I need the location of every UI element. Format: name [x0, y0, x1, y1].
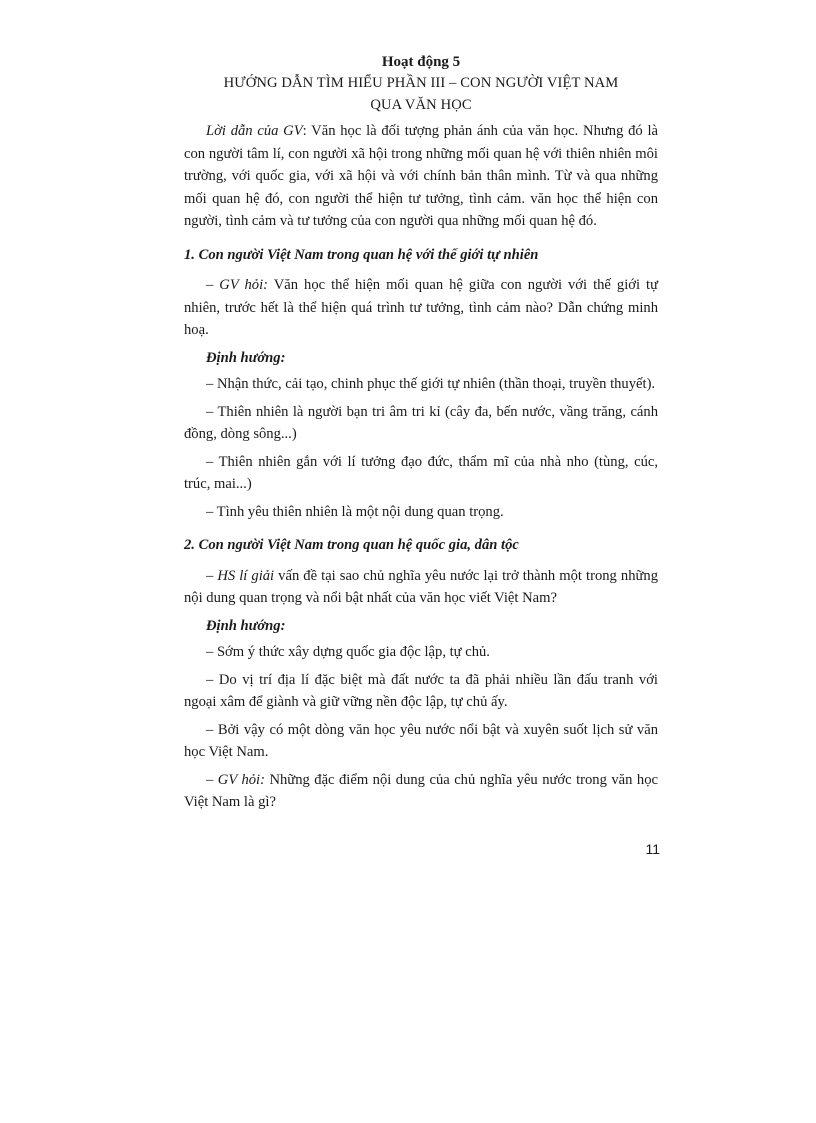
section-1-item: – Tình yêu thiên nhiên là một nội dung quan trọng.	[206, 503, 504, 520]
section-1-question-label: GV hỏi:	[219, 277, 268, 293]
section-1-question	[184, 274, 658, 342]
section-2-question-text: vấn đề tại sao chủ nghĩa yêu nước lại trở thành một trong những nội dung quan trọng và nổi bật nhất của văn học viết Việt Nam?	[184, 567, 658, 606]
document-page	[184, 52, 658, 819]
heading-line-1: HƯỚNG DẪN TÌM HIỂU PHẦN III – CON NGƯỜI VIỆT NAM	[223, 75, 619, 91]
page-number: 11	[645, 841, 660, 857]
section-2-item: – Bởi vậy có một dòng văn học yêu nước nổi bật và xuyên suốt lịch sử văn học Việt Nam.	[184, 721, 658, 760]
section-2-question-label: HS lí giải	[217, 567, 275, 584]
section-2-orientation-label: Định hướng:	[206, 617, 286, 634]
section-2-question-2-label: GV hỏi:	[217, 771, 265, 788]
intro-label: Lời dẫn của GV	[206, 123, 303, 139]
section-2-heading: 2. Con người Việt Nam trong quan hệ quốc gia, dân tộc	[184, 537, 519, 553]
section-1-orientation-label: Định hướng:	[206, 349, 286, 366]
intro-paragraph	[184, 120, 658, 233]
section-2-question-2-prefix: –	[206, 771, 218, 788]
section-1-question-prefix: –	[206, 277, 220, 293]
heading-line-2: QUA VĂN HỌC	[370, 96, 472, 113]
section-2-question-prefix: –	[206, 567, 218, 584]
section-2-item: – Sớm ý thức xây dựng quốc gia độc lập, tự chủ.	[206, 644, 490, 660]
section-1-item: – Thiên nhiên gắn với lí tưởng đạo đức, thẩm mĩ của nhà nho (tùng, cúc, trúc, mai...)	[184, 453, 658, 492]
section-2-question	[184, 565, 658, 610]
section-1-item: – Thiên nhiên là người bạn tri âm tri kỉ (cây đa, bến nước, vầng trăng, cánh đồng, dòng sông...)	[184, 403, 658, 442]
section-1-item: – Nhận thức, cải tạo, chinh phục thế giới tự nhiên (thần thoại, truyền thuyết).	[206, 376, 656, 392]
title-block	[184, 52, 658, 116]
section-1-heading: 1. Con người Việt Nam trong quan hệ với thế giới tự nhiên	[184, 246, 539, 263]
intro-text: : Văn học là đối tượng phản ánh của văn học. Nhưng đó là con người tâm lí, con người xã hội trong những mối quan hệ với thiên nhiên môi trường, với quốc gia, với xã hội và với chính bản thân mình. Từ và qua những mối quan hệ đó, con người thể hiện tư tưởng, tình cảm. văn học thể hiện con người, tình cảm và tư tưởng của con người qua những mối quan hệ đó.	[184, 123, 658, 229]
section-1-question-text: Văn học thể hiện mối quan hệ giữa con người với thế giới tự nhiên, trước hết là thể hiện quá trình tư tưởng, tình cảm nào? Dẫn chứng minh hoạ.	[184, 277, 658, 338]
section-2-item: – Do vị trí địa lí đặc biệt mà đất nước ta đã phải nhiều lần đấu tranh với ngoại xâm để giành và giữ vững nền độc lập, tự chủ ấy.	[184, 671, 658, 710]
section-2-question-2-text: Những đặc điểm nội dung của chủ nghĩa yêu nước trong văn học Việt Nam là gì?	[184, 771, 658, 810]
activity-title: Hoạt động 5	[381, 54, 461, 70]
section-2-question-2	[184, 769, 658, 814]
